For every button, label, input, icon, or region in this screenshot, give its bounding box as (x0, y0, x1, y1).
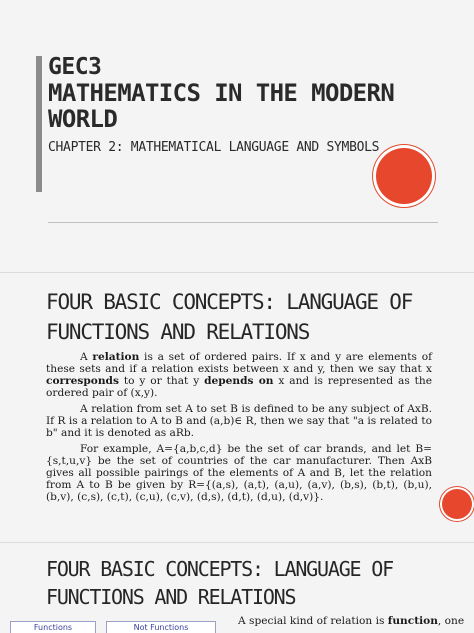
text-run: is a set of ordered pairs. If x and y are elements of these sets and if a relation exists between x and y, then we say that x (46, 351, 432, 375)
tab-functions: Functions (10, 621, 96, 633)
text-run: A (80, 351, 93, 363)
accent-bar (36, 56, 42, 192)
title-slide (0, 0, 474, 272)
term-corresponds: corresponds (46, 375, 119, 387)
tab-not-functions: Not Functions (106, 621, 216, 633)
term-function: function (387, 615, 438, 627)
content-slide-relations (0, 272, 474, 543)
divider (48, 222, 438, 223)
paragraph-relation-definition (46, 351, 432, 399)
chapter-title: CHAPTER 2: MATHEMATICAL LANGUAGE AND SYMBOLS (48, 140, 380, 155)
course-title: MATHEMATICS IN THE MODERN WORLD (48, 79, 395, 133)
content-slide-functions (0, 542, 474, 633)
title-block (48, 54, 468, 155)
text-run: to y or that y (118, 375, 205, 387)
decorative-circle-small (442, 489, 472, 519)
text-run: x and is represented as the ordered pair of (x,y). (46, 375, 433, 399)
slide-heading: FOUR BASIC CONCEPTS: LANGUAGE OF FUNCTIONS AND RELATIONS (46, 290, 413, 344)
term-depends-on: depends on (204, 375, 274, 387)
slide-heading: FOUR BASIC CONCEPTS: LANGUAGE OF FUNCTIONS AND RELATIONS (46, 557, 393, 609)
course-code: GEC3 (48, 54, 102, 80)
term-relation: relation (92, 351, 140, 363)
slide-body (46, 351, 432, 507)
function-intro-line (238, 615, 474, 627)
paragraph-relation-subset: A relation from set A to set B is defined to be any subject of AxB. If R is a relation to A to B and (a,b)∈ R, then we say that "a is related to b" and it is denoted as aRb. (46, 403, 432, 439)
decorative-circle (376, 148, 432, 204)
text-run: A special kind of relation is (238, 615, 388, 627)
paragraph-example: For example, A={a,b,c,d} be the set of car brands, and let B={s,t,u,v} be the set of countries of the car manufacturer. Then AxB gives all possible pairings of the elements of A and B, let the relation from A to B be given by R={(a,s), (a,t), (a,u), (a,v), (b,s), (b,t), (b,u), (b,v), (c,s), (c,t), (c,u), (c,v), (d,s), (d,t), (d,u), (d,v)}. (46, 443, 432, 503)
text-run: , one (437, 615, 465, 627)
